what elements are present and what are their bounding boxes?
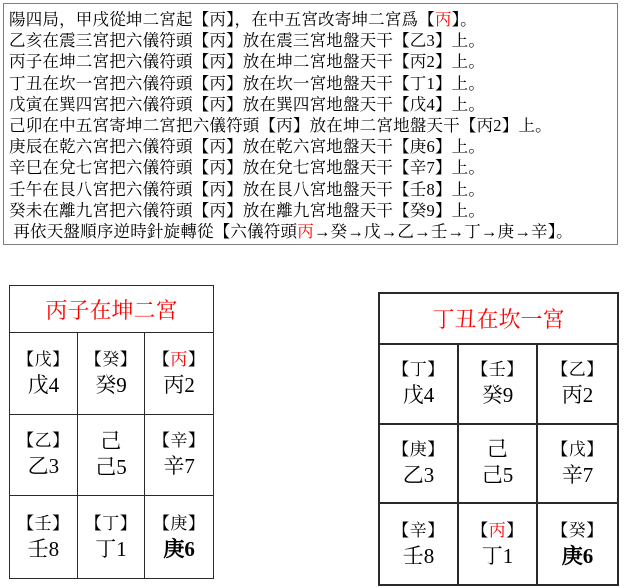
earth-plate-stem: 辛7 — [163, 454, 195, 479]
bracket-open: 【 — [471, 360, 489, 380]
bracket-close: 】 — [506, 520, 524, 540]
palace-cell — [145, 333, 213, 415]
heaven-plate-stem — [17, 429, 70, 452]
earth-plate-stem: 辛7 — [561, 462, 594, 487]
heaven-plate-stem — [153, 348, 206, 371]
bracket-close: 】 — [586, 520, 604, 540]
instruction-line — [9, 157, 613, 178]
palace-grid — [10, 333, 213, 578]
bracket-close: 】 — [52, 349, 70, 369]
earth-plate-stem: 庚6 — [163, 536, 195, 561]
bracket-open: 【 — [392, 439, 410, 459]
text-segment: 】。 — [451, 10, 477, 29]
palace-table-title: 丁丑在坎一宮 — [380, 294, 617, 345]
text-segment: 乙亥在震三宮把六儀符頭【丙】放在震三宮地盤天干【乙3】上。 — [9, 31, 486, 51]
stem-char: 壬 — [34, 513, 53, 533]
bracket-close: 】 — [52, 431, 70, 451]
palace-cell — [459, 345, 538, 425]
bracket-open: 【 — [17, 431, 35, 451]
palace-cell — [10, 333, 78, 415]
bracket-close: 】 — [187, 513, 206, 533]
heaven-plate-stem — [85, 512, 138, 535]
bracket-close: 】 — [119, 513, 138, 533]
earth-plate-stem: 戊4 — [27, 372, 60, 397]
palace-cell — [459, 504, 538, 584]
stem-char: 戊 — [568, 439, 587, 459]
palace-cell — [145, 496, 213, 578]
palace-cell — [78, 333, 146, 415]
heaven-plate-stem — [392, 438, 445, 461]
bracket-open: 【 — [84, 513, 103, 533]
earth-plate-stem: 壬8 — [27, 536, 60, 561]
heaven-plate-stem — [17, 512, 70, 535]
heaven-plate-stem — [392, 519, 445, 542]
text-segment: 丁丑在坎一宮把六儀符頭【丙】放在坎一宮地盤天干【丁1】上。 — [9, 73, 486, 93]
bracket-close: 】 — [586, 439, 604, 459]
bracket-open: 【 — [392, 520, 410, 540]
bracket-open: 【 — [471, 520, 489, 540]
earth-plate-stem: 乙3 — [27, 454, 60, 479]
earth-plate-stem: 癸9 — [95, 372, 127, 397]
instruction-line — [9, 136, 613, 157]
instructions-box — [3, 3, 618, 245]
heaven-plate-stem — [153, 429, 206, 452]
heaven-plate-stem — [551, 519, 604, 542]
stem-char: 庚 — [409, 439, 428, 459]
bracket-close: 】 — [187, 431, 206, 451]
earth-plate-stem: 乙3 — [402, 462, 435, 487]
earth-plate-stem: 丁1 — [95, 536, 127, 561]
bracket-open: 【 — [17, 513, 35, 533]
palace-cell — [10, 415, 78, 497]
bracket-open: 【 — [84, 349, 103, 369]
palace-cell — [459, 425, 538, 505]
bracket-close: 】 — [119, 349, 138, 369]
stem-char: 乙 — [34, 431, 53, 451]
stem-char: 丁 — [409, 360, 428, 380]
earth-plate-stem: 丙2 — [561, 383, 594, 408]
bracket-close: 】 — [187, 349, 206, 369]
heaven-plate-stem — [471, 519, 524, 542]
instruction-line — [9, 221, 613, 242]
heaven-plate-stem — [17, 348, 70, 371]
heaven-plate-stem — [153, 512, 206, 535]
highlight-stem: 丙 — [170, 349, 188, 369]
text-segment: 丙子在坤二宮把六儀符頭【丙】放在坤二宮地盤天干【丙2】上。 — [9, 52, 486, 72]
palace-cell — [380, 345, 459, 425]
text-segment: 己卯在中五宮寄坤二宮把六儀符頭【丙】放在坤二宮地盤天干【丙2】上。 — [9, 116, 552, 136]
bracket-close: 】 — [427, 360, 445, 380]
text-segment: 癸未在離九宮把六儀符頭【丙】放在離九宮地盤天干【癸9】上。 — [9, 200, 486, 220]
text-segment: →癸→戊→乙→壬→丁→庚→辛】。 — [313, 222, 573, 242]
bracket-open: 【 — [152, 349, 171, 369]
text-segment: 陽四局，甲戌從坤二宮起【丙】，在中五宮改寄坤二宮爲【 — [9, 10, 435, 29]
bracket-open: 【 — [17, 349, 35, 369]
earth-plate-stem: 癸9 — [481, 383, 514, 408]
palace-table-title: 丙子在坤二宮 — [10, 286, 213, 333]
stem-char: 癸 — [102, 349, 120, 369]
stem-char: 丁 — [102, 513, 120, 533]
earth-plate-stem: 戊4 — [402, 383, 435, 408]
palace-table-bingzi — [9, 285, 214, 579]
stem-char: 戊 — [34, 349, 53, 369]
heaven-plate-stem: 己 — [486, 437, 509, 462]
palace-cell — [538, 425, 617, 505]
heaven-plate-stem: 己 — [100, 428, 122, 453]
instruction-line — [9, 9, 613, 30]
bracket-open: 【 — [392, 360, 410, 380]
palace-cell — [78, 415, 146, 497]
text-segment: 壬午在艮八宮把六儀符頭【丙】放在艮八宮地盤天干【壬8】上。 — [9, 179, 486, 199]
heaven-plate-stem — [85, 348, 138, 371]
bracket-open: 【 — [152, 513, 171, 533]
earth-plate-stem: 庚6 — [561, 543, 594, 568]
bracket-close: 】 — [427, 439, 445, 459]
bracket-open: 【 — [551, 439, 569, 459]
earth-plate-stem: 丙2 — [163, 372, 195, 397]
text-segment: 再依天盤順序逆時針旋轉從【六儀符頭 — [9, 222, 298, 242]
palace-grid — [380, 345, 617, 584]
palace-cell — [78, 496, 146, 578]
stem-char: 乙 — [568, 360, 587, 380]
highlight-stem: 丙 — [488, 520, 507, 540]
highlight-stem: 丙 — [434, 10, 452, 29]
stem-char: 癸 — [568, 520, 587, 540]
highlight-stem: 丙 — [297, 222, 314, 242]
palace-cell — [10, 496, 78, 578]
instruction-line — [9, 73, 613, 94]
earth-plate-stem: 己5 — [95, 454, 127, 479]
palace-cell — [380, 425, 459, 505]
earth-plate-stem: 己5 — [481, 463, 514, 488]
instruction-line — [9, 115, 613, 136]
text-segment: 辛巳在兌七宮把六儀符頭【丙】放在兌七宮地盤天干【辛7】上。 — [9, 158, 486, 178]
palace-cell — [538, 504, 617, 584]
instruction-line — [9, 30, 613, 51]
heaven-plate-stem — [471, 358, 524, 381]
instruction-line — [9, 51, 613, 72]
bracket-close: 】 — [52, 513, 70, 533]
palace-cell — [145, 415, 213, 497]
earth-plate-stem: 壬8 — [402, 543, 435, 568]
heaven-plate-stem — [551, 438, 604, 461]
stem-char: 辛 — [170, 431, 188, 451]
heaven-plate-stem — [392, 358, 445, 381]
heaven-plate-stem — [551, 358, 604, 381]
bracket-close: 】 — [427, 520, 445, 540]
bracket-open: 【 — [551, 360, 569, 380]
bracket-close: 】 — [506, 360, 524, 380]
earth-plate-stem: 丁1 — [481, 543, 514, 568]
stem-char: 壬 — [488, 360, 507, 380]
instruction-line — [9, 200, 613, 221]
palace-cell — [380, 504, 459, 584]
stem-char: 庚 — [170, 513, 188, 533]
text-segment: 戊寅在巽四宮把六儀符頭【丙】放在巽四宮地盤天干【戊4】上。 — [9, 94, 486, 114]
instruction-line — [9, 94, 613, 115]
bracket-open: 【 — [152, 431, 171, 451]
bracket-close: 】 — [586, 360, 604, 380]
palace-table-dingchou — [378, 292, 619, 586]
stem-char: 辛 — [409, 520, 428, 540]
palace-cell — [538, 345, 617, 425]
instruction-line — [9, 179, 613, 200]
bracket-open: 【 — [551, 520, 569, 540]
text-segment: 庚辰在乾六宮把六儀符頭【丙】放在乾六宮地盤天干【庚6】上。 — [9, 137, 486, 157]
